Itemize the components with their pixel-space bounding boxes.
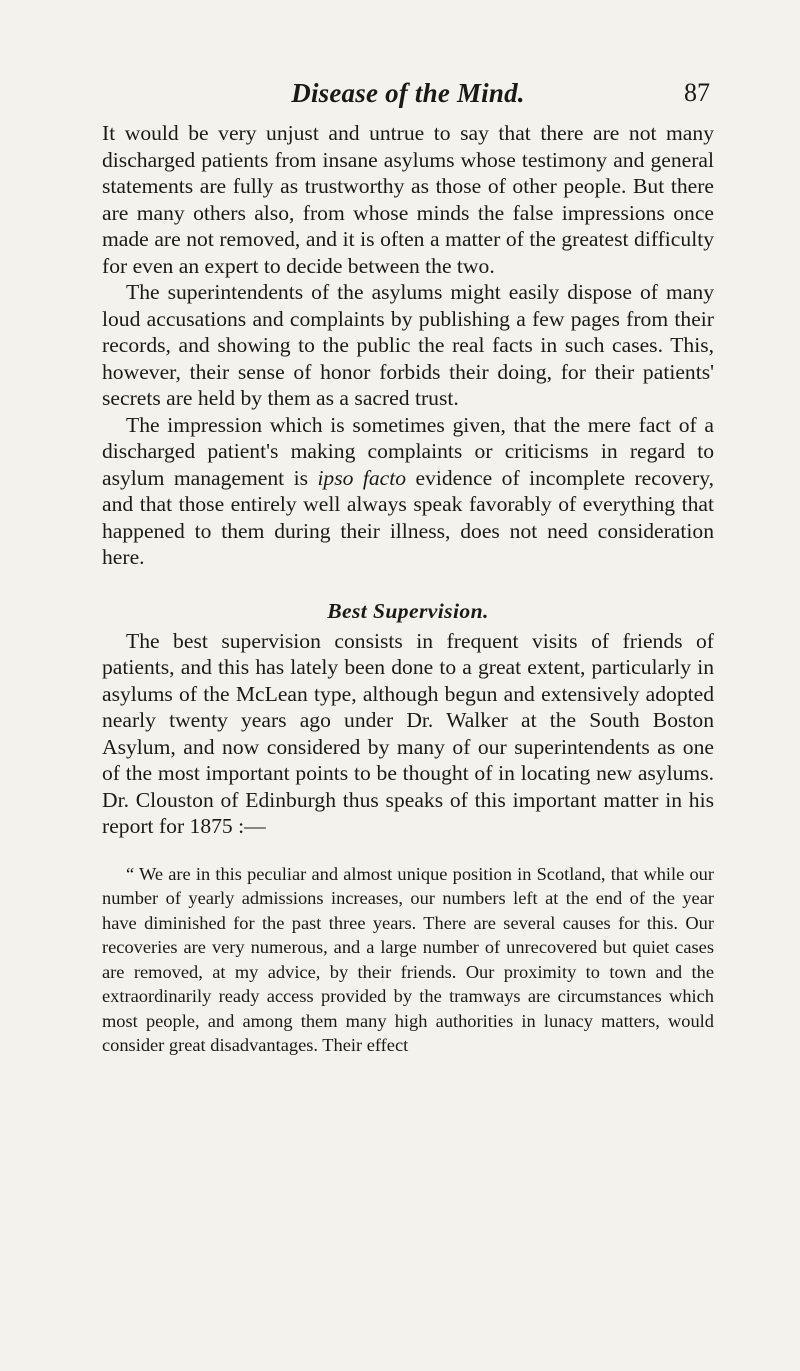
section-heading: Best Supervision. <box>327 598 489 623</box>
running-head <box>102 78 714 114</box>
section-paragraph: The best supervision consists in frequent visits of friends of patients, and this has lately been done to a great extent, particularly in asylums of the McLean type, although begun and extensively adopted nearly twenty years ago under Dr. Walker at the South Boston Asylum, and now considered by many of our superintendents as one of the most important points to be thought of in locating new asylums. Dr. Clouston of Edinburgh thus speaks of this important matter in his report for 1875 :— <box>102 628 714 838</box>
page-number: 87 <box>684 78 710 107</box>
paragraph-1: It would be very unjust and untrue to say that there are not many discharged patients from insane asylums whose testimony and general statements are fully as trustworthy as those of other people. But there are many others also, from whose minds the false impressions once made are not removed, and it is often a matter of the greatest difficulty for even an expert to decide between the two. <box>102 121 714 278</box>
paragraph-2: The superintendents of the asylums might easily dispose of many loud accusations and complaints by publishing a few pages from their records, and showing to the public the real facts in such cases. This, however, their sense of honor forbids their doing, for their patients' secrets are held by them as a sacred trust. <box>102 280 714 410</box>
running-title: Disease of the Mind. <box>291 78 525 108</box>
paragraph-3-text-end: evidence of incomplete recovery, and that those entirely well always speak favorably of everything that happened to them during their illness, does not need consideration here. <box>102 465 715 569</box>
paragraph-3-text-start: The impression which is sometimes given, that the mere fact of a discharged patient's making complaints or criticisms in regard to asylum management is <box>102 412 714 490</box>
quote-paragraph: “ We are in this peculiar and almost unique position in Scotland, that while our number of yearly admissions increases, our numbers left at the end of the year have diminished for the past three years. There are several causes for this. Our recoveries are very numerous, and a large number of unrecovered but quiet cases are removed, at my advice, by their friends. Our proximity to town and the extraordinarily ready access provided by the tramways are circumstances which most people, and among them many high authorities in lunacy matters, would consider great disadvantages. Their effect <box>102 863 714 1055</box>
book-page <box>102 78 714 1058</box>
paragraph-3 <box>102 412 714 571</box>
block-quote <box>102 862 714 1058</box>
body-text <box>102 120 714 571</box>
latin-phrase: ipso facto <box>317 465 407 490</box>
